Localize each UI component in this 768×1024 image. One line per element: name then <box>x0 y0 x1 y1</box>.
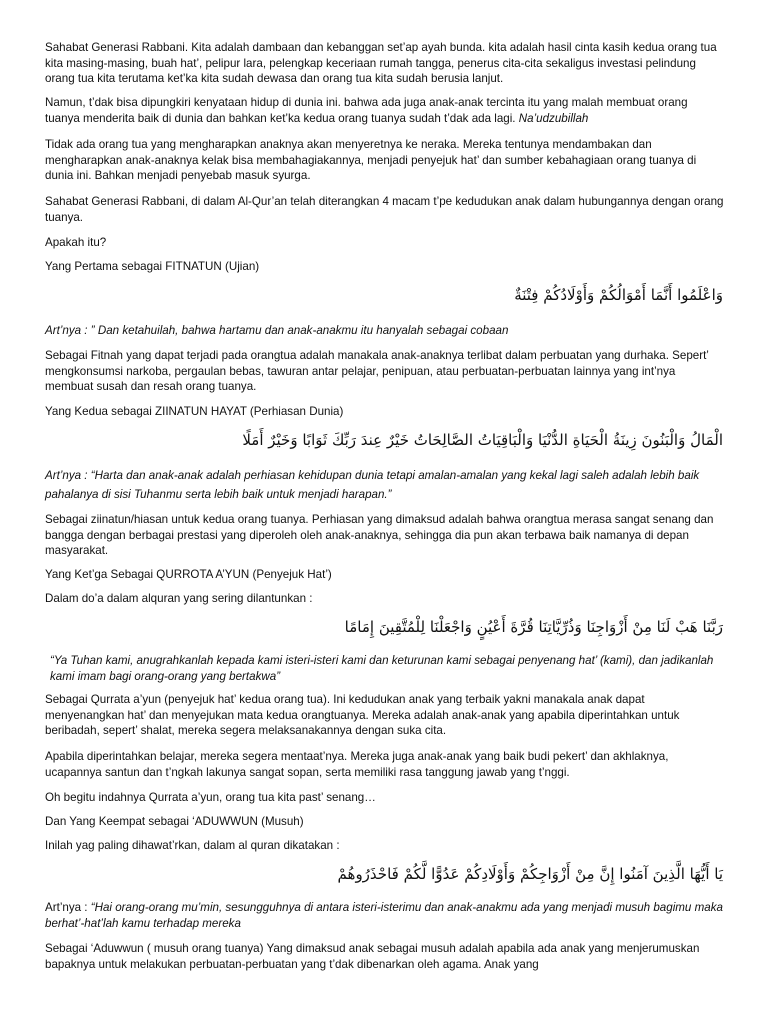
paragraph-qurrata: Sebagai Qurrata a’yun (penyejuk hat’ kedua orang tua). Ini kedudukan anak yang terbaik yakni manakala anak dapat menyenangkan hat’ dan menyejukan mata kedua orangtuanya. Mereka adalah anak-anak yang apabila diperintahkan untuk beribadah, sepert’ shalat, mereka segera melaksanakannya dengan suka cita. <box>45 693 680 738</box>
heading-first: Yang Pertama sebagai FITNATUN (Ujian) <box>45 260 260 273</box>
heading-fourth: Dan Yang Keempat sebagai ‘ADUWWUN (Musuh) <box>45 815 304 828</box>
translation-3: “Ya Tuhan kami, anugrahkanlah kepada kami isteri-isteri kami dan keturunan kami sebagai penyenang hat’ (kami), dan jadikanlah kami imam bagi orang-orang yang bertakwa” <box>50 654 714 683</box>
paragraph-beautiful: Oh begitu indahnya Qurrata a’yun, orang tua kita past’ senang… <box>45 791 376 804</box>
prayer-intro: Dalam do’a dalam alquran yang sering dilantunkan : <box>45 592 313 605</box>
paragraph-obedience: Apabila diperintahkan belajar, mereka segera mentaat’nya. Mereka juga anak-anak yang baik budi pekert’ dan akhlaknya, ucapannya santun dan t’ngkah lakunya sangat sopan, serta memiliki rasa tanggung jawab yang t’nggi. <box>45 750 669 779</box>
paragraph-aduwwun: Sebagai ‘Aduwwun ( musuh orang tuanya) Yang dimaksud anak sebagai musuh adalah apabila ada anak yang menjerumuskan bapaknya untuk melakukan perbuatan-perbuatan yang t’dak dibenarkan oleh agama. Anak yang <box>45 942 700 971</box>
arabic-verse-1: وَاعْلَمُوا أَنَّمَا أَمْوَالُكُمْ وَأَوْلَادُكُمْ فِتْنَةٌ <box>514 286 723 304</box>
translation-2-label: Art’nya : <box>45 469 91 482</box>
translation-1 <box>45 323 725 339</box>
translation-1-text: ” Dan ketahuilah, bahwa hartamu dan anak-anakmu itu hanyalah sebagai cobaan <box>90 324 509 337</box>
heading-second: Yang Kedua sebagai ZIINATUN HAYAT (Perhiasan Dunia) <box>45 405 344 418</box>
translation-4-label: Art’nya : <box>45 901 91 914</box>
translation-4-text: “Hai orang-orang mu’min, sesungguhnya di antara isteri-isterimu dan anak-anakmu ada yang menjadi musuh bagimu maka berhat’-hat’lah kamu terhadap mereka <box>45 901 723 930</box>
paragraph-reality-tail: Na’udzubillah <box>518 111 589 125</box>
quran-intro: Inilah yag paling dihawat’rkan, dalam al quran dikatakan : <box>45 839 340 852</box>
paragraph-intro: Sahabat Generasi Rabbani. Kita adalah dambaan dan kebanggan set’ap ayah bunda. kita adalah hasil cinta kasih kedua orang tua kita masing-masing, buah hat’, pelipur lara, pelengkap keceriaan rumah tangga, penerus cita-cita sekaligus investasi pelindung orang tua kita terutama ket’ka kita sudah dewasa dan orang tua kita sudah berusia lanjut. <box>45 41 717 86</box>
paragraph-fitnah: Sebagai Fitnah yang dapat terjadi pada orangtua adalah manakala anak-anaknya terlibat dalam perbuatan yang durhaka. Sepert’ mengkonsumsi narkoba, pergaulan bebas, tawuran antar pelajar, penipuan, atau perbuatan-perbuatan lainnya yang int’nya membuat susah dan resah orang tuanya. <box>45 349 709 394</box>
heading-third: Yang Ket’ga Sebagai QURROTA A’YUN (Penyejuk Hat’) <box>45 568 332 581</box>
paragraph-four-types: Sahabat Generasi Rabbani, di dalam Al-Qur’an telah diterangkan 4 macam t’pe kedudukan anak dalam hubungannya dengan orang tuanya. <box>45 195 724 224</box>
paragraph-hope: Tidak ada orang tua yang mengharapkan anaknya akan menyeretnya ke neraka. Mereka tentunya mendambakan dan mengharapkan anak-anaknya kelak bisa membahagiakannya, menjadi penyejuk hat’ dan sumber kebahagiaan orang tuanya di dunia ini. Bahkan menjadi penyebab masuk syurga. <box>45 138 697 183</box>
paragraph-reality-text: Namun, t’dak bisa dipungkiri kenyataan hidup di dunia ini. bahwa ada juga anak-anak tercinta itu yang malah membuat orang tuanya menderita baik di dunia dan bahkan ket’ka kedua orang tuanya sudah t’dak ada lagi. <box>45 96 688 125</box>
arabic-verse-3: رَبَّنَا هَبْ لَنَا مِنْ أَزْوَاجِنَا وَذُرِّيَّاتِنَا قُرَّةَ أَعْيُنٍ وَاجْعَلْنَا لِلْمُتَّقِينَ إِمَامًا <box>344 618 723 636</box>
translation-2-text: “Harta dan anak-anak adalah perhiasan kehidupan dunia tetapi amalan-amalan yang kekal lagi saleh adalah lebih baik pahalanya di sisi Tuhanmu serta lebih baik untuk menjadi harapan.” <box>45 469 700 501</box>
translation-4 <box>45 900 725 931</box>
arabic-verse-4: يَا أَيُّهَا الَّذِينَ آمَنُوا إِنَّ مِنْ أَزْوَاجِكُمْ وَأَوْلَادِكُمْ عَدُوًّا لَّكُمْ فَاحْذَرُوهُمْ <box>337 865 723 883</box>
paragraph-reality <box>45 95 725 126</box>
paragraph-ziinatun: Sebagai ziinatun/hiasan untuk kedua orang tuanya. Perhiasan yang dimaksud adalah bahwa orangtua merasa sangat senang dan bangga dengan berbagai prestasi yang diperoleh oleh anak-anaknya, sehingga dia pun akan terbawa baik namanya di depan masyarakat. <box>45 513 714 558</box>
translation-1-label: Art’nya : <box>45 324 91 337</box>
question-line: Apakah itu? <box>45 236 107 249</box>
arabic-verse-2: الْمَالُ وَالْبَنُونَ زِينَةُ الْحَيَاةِ الدُّنْيَا وَالْبَاقِيَاتُ الصَّالِحَاتُ خَيْرٌ عِندَ رَبِّكَ ثَوَابًا وَخَيْرٌ أَمَلًا <box>242 431 723 449</box>
translation-2 <box>45 466 725 504</box>
